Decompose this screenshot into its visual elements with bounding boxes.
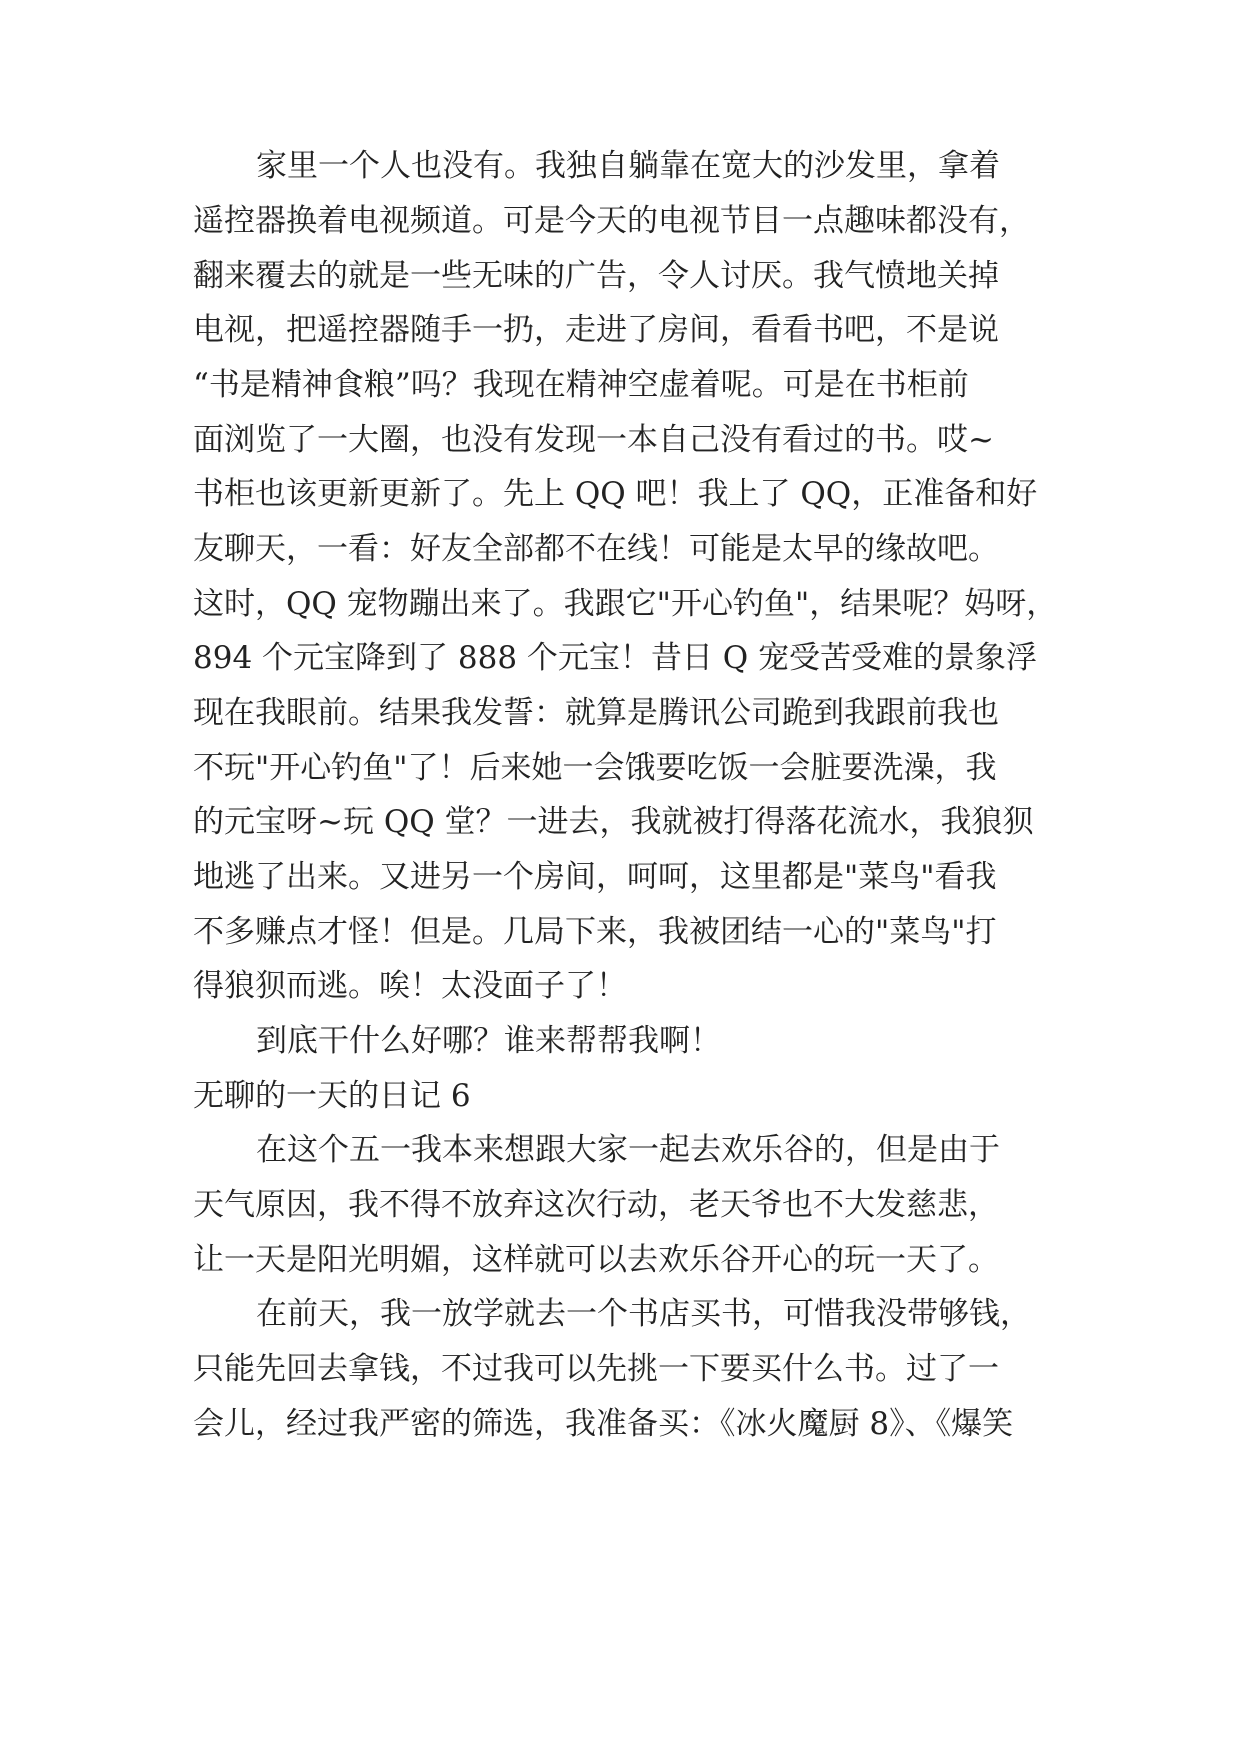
paragraph-line: 得狼狈而逃。唉！太没面子了！ (193, 968, 627, 1004)
paragraph-line: 地逃了出来。又进另一个房间，呵呵，这里都是"菜鸟"看我 (193, 859, 997, 895)
paragraph-line: 面浏览了一大圈，也没有发现一本自己没有看过的书。哎~ (193, 422, 994, 458)
paragraph-line: 让一天是阳光明媚，这样就可以去欢乐谷开心的玩一天了。 (193, 1242, 999, 1278)
paragraph-line: 翻来覆去的就是一些无味的广告，令人讨厌。我气愤地关掉 (193, 258, 999, 294)
paragraph-line: 这时，QQ 宠物蹦出来了。我跟它"开心钓鱼"，结果呢？妈呀， (193, 586, 1058, 622)
paragraph-line: 会儿，经过我严密的筛选，我准备买：《冰火魔厨 8》、《爆笑 (193, 1406, 1014, 1442)
paragraph-line: 家里一个人也没有。我独自躺靠在宽大的沙发里，拿着 (256, 148, 1000, 184)
paragraph-line: 电视，把遥控器随手一扔，走进了房间，看看书吧，不是说 (193, 312, 999, 348)
paragraph-line: 的元宝呀~玩 QQ 堂？一进去，我就被打得落花流水，我狼狈 (193, 804, 1034, 840)
paragraph-line: 友聊天，一看：好友全部都不在线！可能是太早的缘故吧。 (193, 531, 999, 567)
paragraph-line: 在这个五一我本来想跟大家一起去欢乐谷的，但是由于 (256, 1132, 1000, 1168)
paragraph-line: 在前天，我一放学就去一个书店买书，可惜我没带够钱， (256, 1296, 1031, 1332)
paragraph-line: 894 个元宝降到了 888 个元宝！昔日 Q 宠受苦受难的景象浮 (193, 640, 1038, 676)
paragraph-line: 到底干什么好哪？谁来帮帮我啊！ (256, 1023, 721, 1059)
paragraph-line: 天气原因，我不得不放弃这次行动，老天爷也不大发慈悲， (193, 1187, 999, 1223)
paragraph-line: 现在我眼前。结果我发誓：就算是腾讯公司跪到我跟前我也 (193, 695, 999, 731)
paragraph-line: 书柜也该更新更新了。先上 QQ 吧！我上了 QQ，正准备和好 (193, 476, 1038, 512)
paragraph-line: 不多赚点才怪！但是。几局下来，我被团结一心的"菜鸟"打 (193, 914, 997, 950)
paragraph-line: 不玩"开心钓鱼"了！后来她一会饿要吃饭一会脏要洗澡，我 (193, 750, 997, 786)
section-title: 无聊的一天的日记 6 (193, 1078, 471, 1114)
paragraph-line: 只能先回去拿钱，不过我可以先挑一下要买什么书。过了一 (193, 1351, 999, 1387)
paragraph-line: 遥控器换着电视频道。可是今天的电视节目一点趣味都没有， (193, 203, 1030, 239)
paragraph-line: “书是精神食粮”吗？我现在精神空虚着呢。可是在书柜前 (193, 367, 969, 403)
